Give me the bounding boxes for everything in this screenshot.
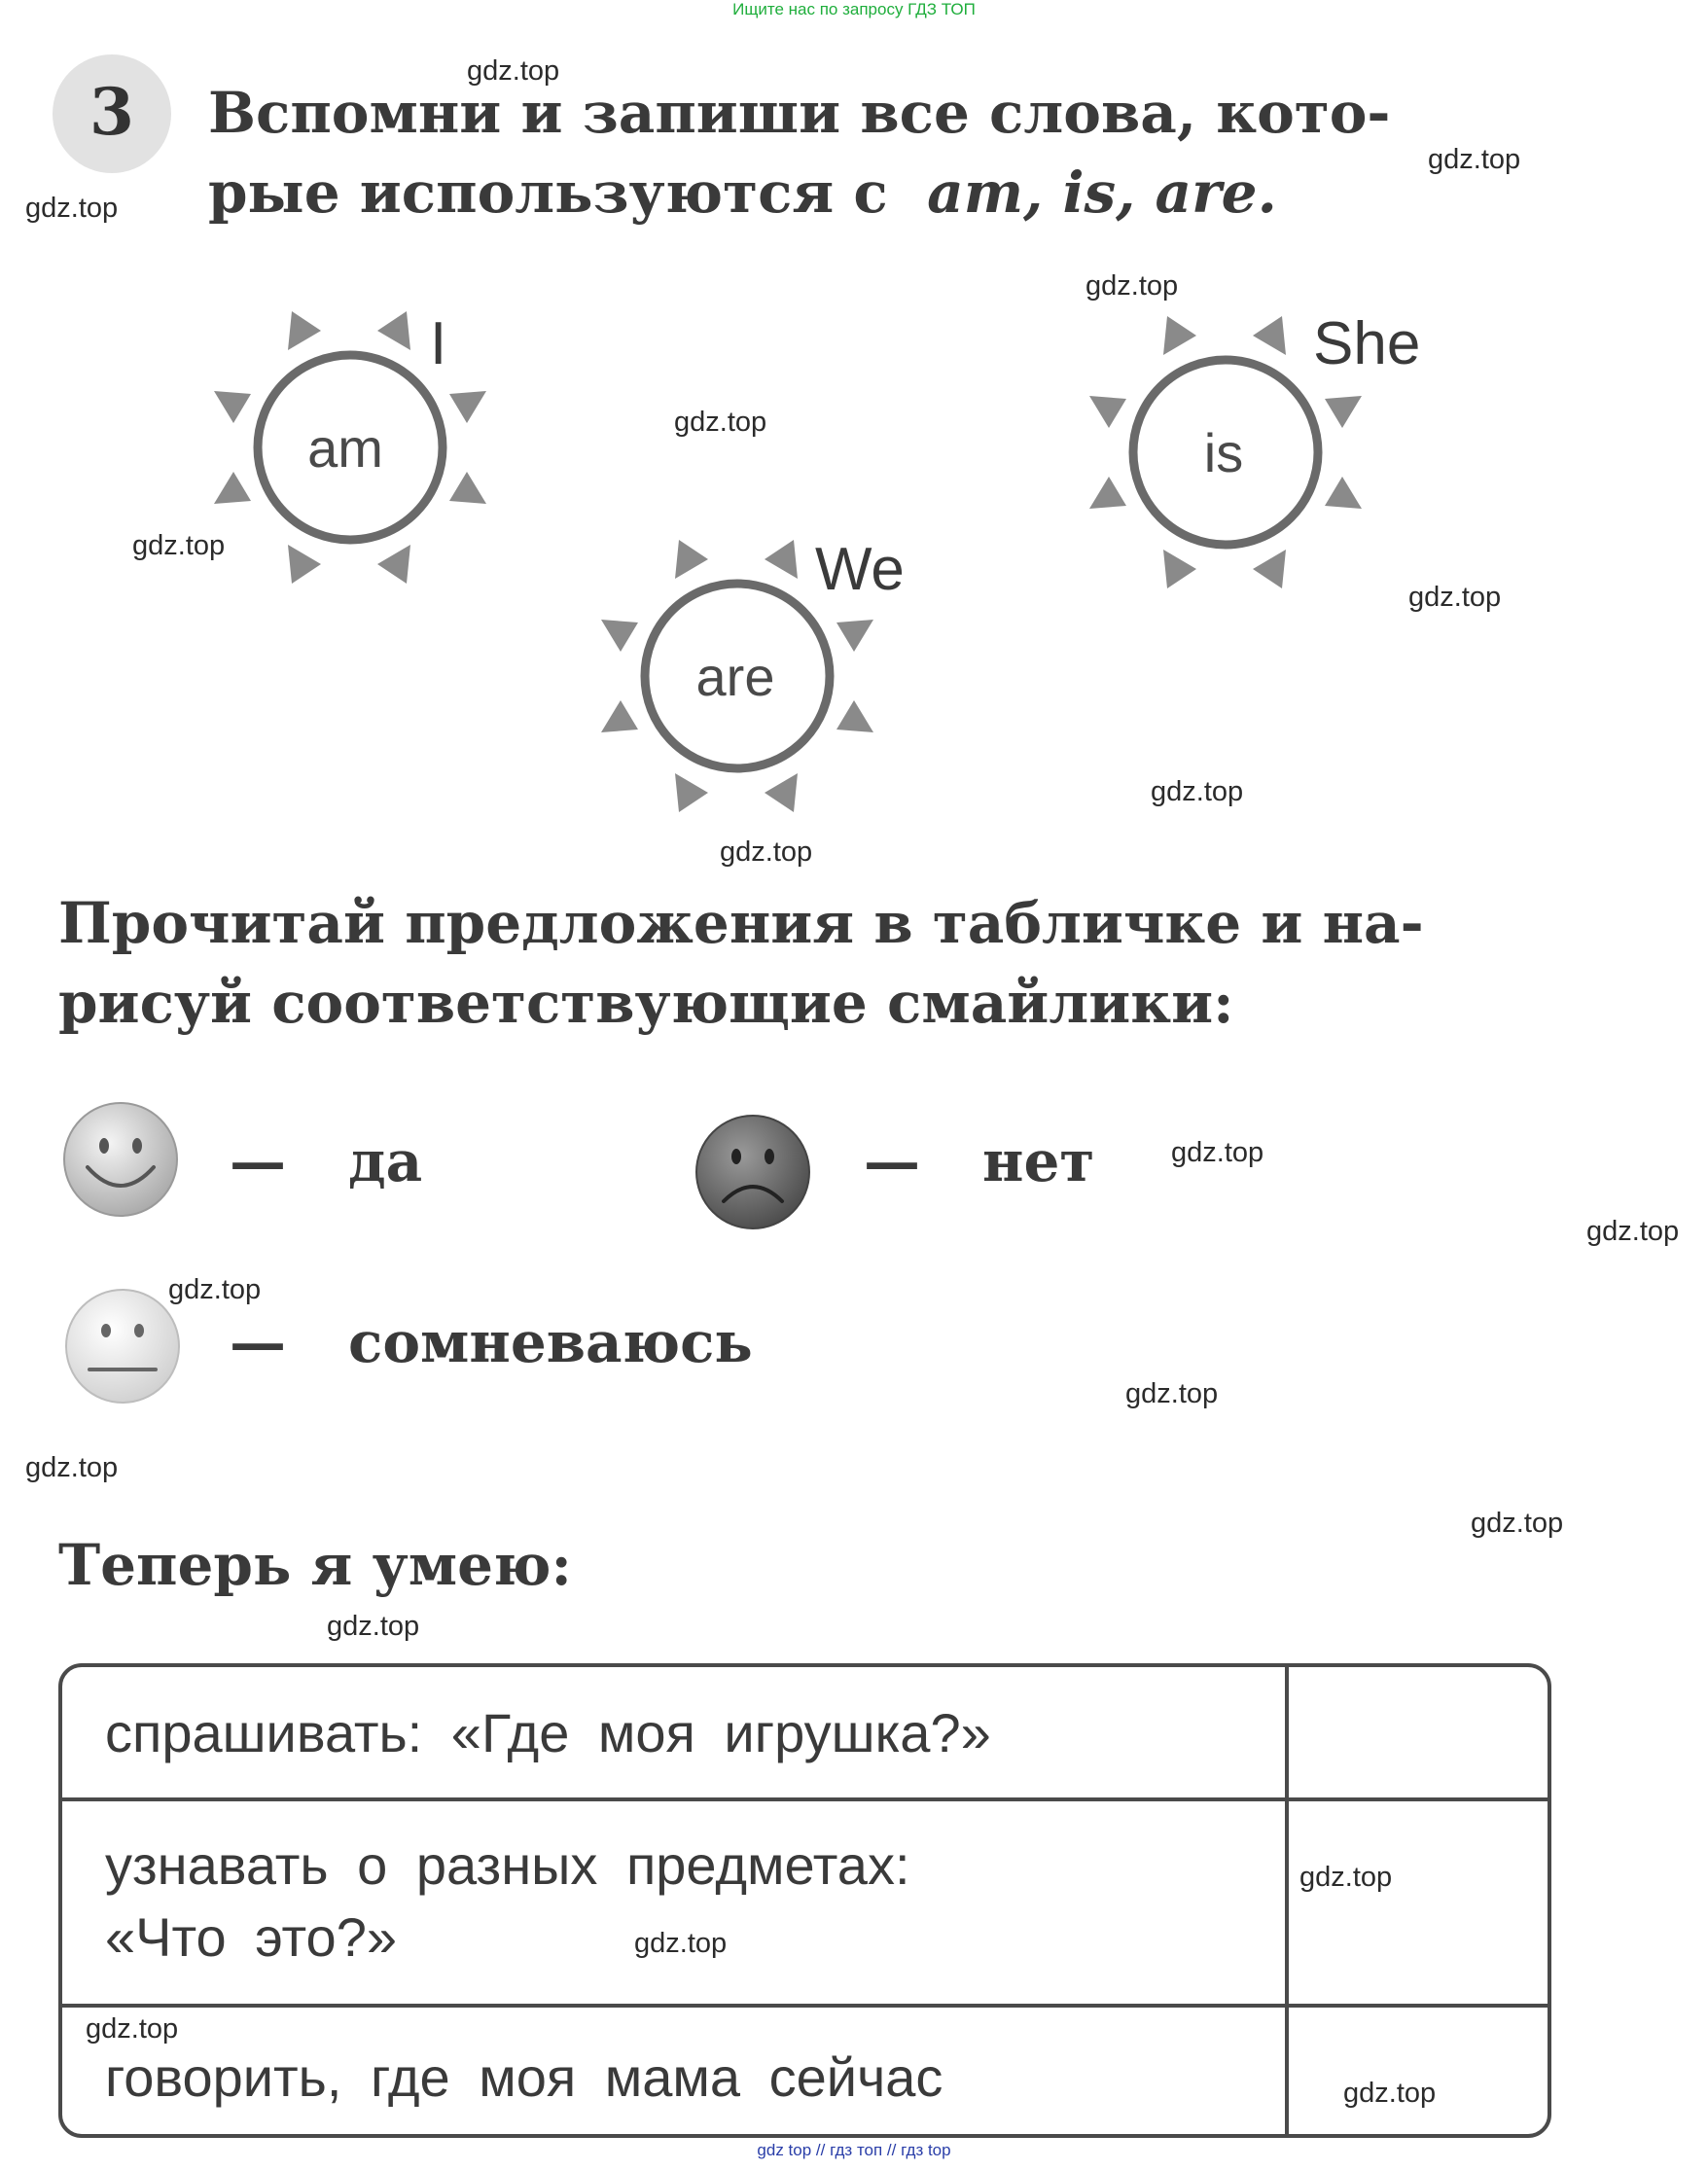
legend-no-dash: — [864,1128,920,1194]
watermark: gdz.top [1408,582,1502,613]
watermark: gdz.top [25,1452,119,1483]
task-line-2-text: рые используются с [208,160,888,226]
watermark: gdz.top [327,1611,420,1642]
legend-doubt-label: сомневаюсь [348,1309,753,1375]
legend-yes-dash: — [230,1128,286,1194]
watermark: gdz.top [1151,776,1244,807]
task-line-2 [208,160,1277,226]
skill-text-1: спрашивать: «Где моя игрушка?» [105,1702,991,1763]
sun-am-pronoun: I [430,310,447,377]
watermark: gdz.top [86,2013,179,2045]
skills-heading: Теперь я умею: [58,1532,572,1598]
watermark: gdz.top [1471,1508,1564,1539]
legend-yes-label: да [348,1128,423,1194]
watermark: gdz.top [1343,2078,1437,2109]
watermark: gdz.top [25,193,119,224]
skills-table [58,1663,1551,2138]
bottom-banner[interactable]: gdz top // гдз топ // гдз top [757,2141,951,2159]
sun-are-pronoun: We [815,536,905,603]
sun-is-pronoun: She [1313,310,1421,377]
instruction-line-1: Прочитай предложения в табличке и на- [58,890,1424,956]
watermark: gdz.top [1085,270,1179,302]
watermark: gdz.top [720,836,813,868]
legend-doubt-dash: — [230,1309,286,1375]
sun-am [195,302,506,593]
sun-are-verb: are [695,646,775,707]
sun-is-verb: is [1203,422,1244,483]
table-row [62,1801,1548,2008]
table-row [62,2008,1548,2138]
instruction-line-2: рисуй соответствующие смайлики: [58,970,1234,1036]
neutral-smiley-icon [62,1286,183,1406]
sun-am-verb: am [307,417,383,479]
watermark: gdz.top [132,530,226,561]
skill-text-2-line-2: «Что это?» [105,1906,397,1968]
watermark: gdz.top [634,1928,728,1959]
skill-text-2-line-1: узнавать о разных предметах: [105,1834,910,1896]
exercise-number: 3 [53,54,171,173]
watermark: gdz.top [1125,1378,1219,1409]
watermark: gdz.top [1586,1216,1680,1247]
watermark: gdz.top [467,55,560,87]
smiley-answer-cell-1[interactable] [1285,1667,1548,1797]
happy-smiley-icon [60,1099,181,1220]
top-banner[interactable]: Ищите нас по запросу ГДЗ ТОП [732,0,976,18]
smiley-answer-cell-3[interactable] [1285,2008,1548,2138]
watermark: gdz.top [674,407,767,438]
task-line-1: Вспомни и запиши все слова, кото- [208,80,1391,146]
task-verbs: am, is, are. [927,160,1277,226]
watermark: gdz.top [1171,1137,1264,1168]
watermark: gdz.top [1299,1862,1393,1893]
table-row [62,1667,1548,1801]
sad-smiley-icon [693,1112,813,1232]
legend-no-label: нет [982,1128,1095,1194]
watermark: gdz.top [1428,144,1521,175]
skill-text-3: говорить, где моя мама сейчас [105,2046,943,2108]
smiley-answer-cell-2[interactable] [1285,1801,1548,2004]
watermark: gdz.top [168,1274,262,1305]
